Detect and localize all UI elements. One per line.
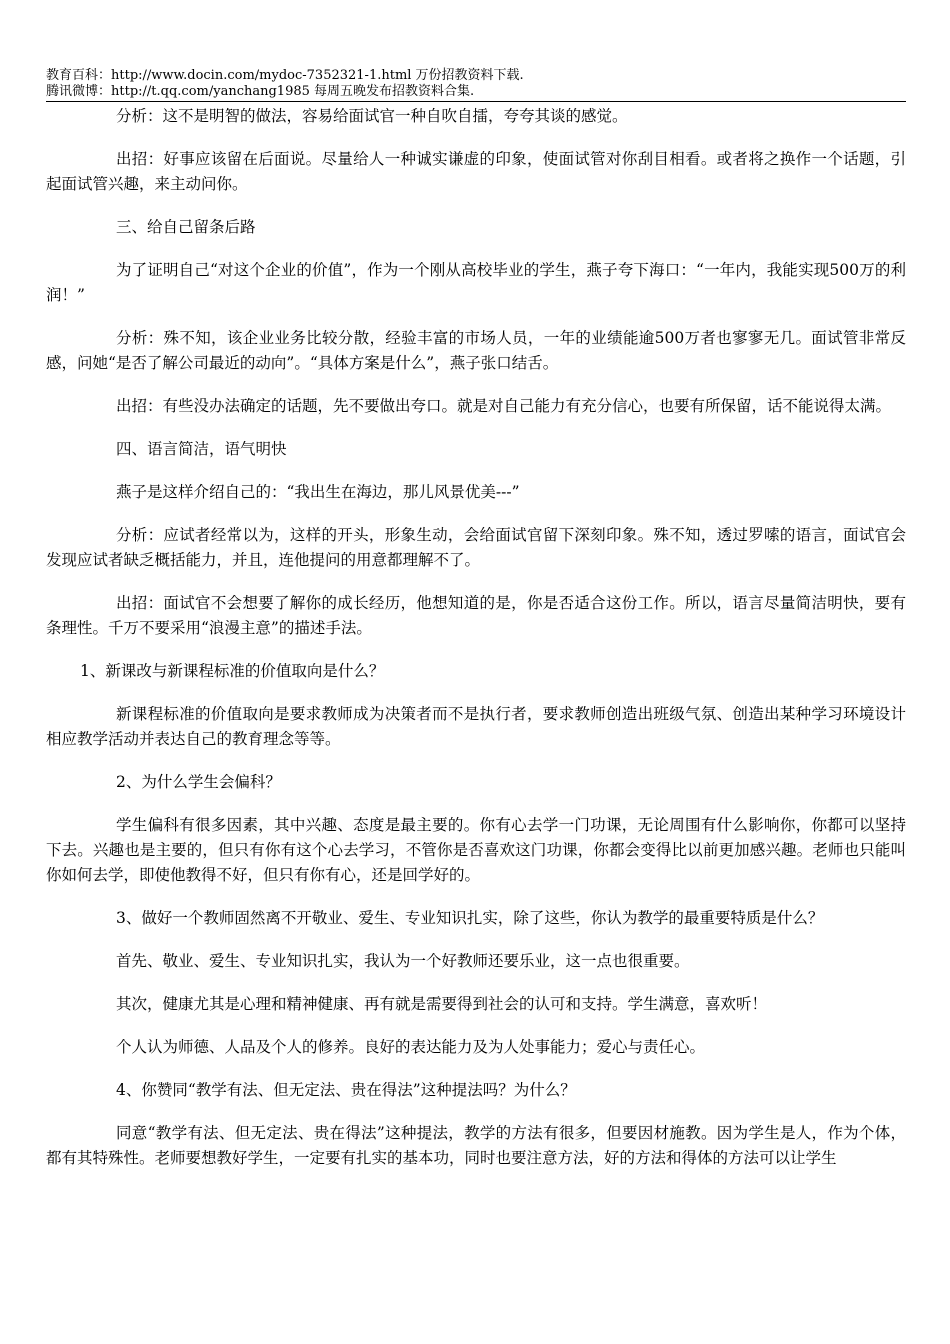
header-line-docin: 教育百科：http://www.docin.com/mydoc-7352321-1.html 万份招教资料下载.	[46, 68, 524, 83]
header-divider	[46, 101, 906, 102]
section-heading: 四、语言简洁，语气明快	[116, 440, 287, 458]
answer-paragraph: 个人认为师德、人品及个人的修养。良好的表达能力及为人处事能力；爱心与责任心。	[116, 1038, 706, 1056]
paragraph: 出招：面试官不会想要了解你的成长经历，他想知道的是，你是否适合这份工作。所以，语言尽量简洁明快，要有条理性。千万不要采用“浪漫主意”的描述手法。	[46, 594, 906, 637]
page-header	[46, 68, 906, 100]
question-heading: 3、做好一个教师固然离不开敬业、爱生、专业知识扎实，除了这些，你认为教学的最重要特质是什么？	[116, 909, 824, 927]
question-heading: 1、新课改与新课程标准的价值取向是什么？	[80, 662, 385, 680]
question-heading: 2、为什么学生会偏科？	[116, 773, 281, 791]
question-heading: 4、你赞同“教学有法、但无定法、贵在得法”这种提法吗？为什么？	[116, 1081, 576, 1099]
paragraph: 分析：应试者经常以为，这样的开头，形象生动，会给面试官留下深刻印象。殊不知，透过罗嗦的语言，面试官会发现应试者缺乏概括能力，并且，连他提问的用意都理解不了。	[46, 526, 906, 569]
answer-paragraph: 学生偏科有很多因素，其中兴趣、态度是最主要的。你有心去学一门功课，无论周围有什么影响你，你都可以坚持下去。兴趣也是主要的，但只有你有这个心去学习，不管你是否喜欢这门功课，你都会变得比以前更加感兴趣。老师也只能叫你如何去学，即使他教得不好，但只有你有心，还是回学好的。	[46, 816, 906, 884]
answer-paragraph: 新课程标准的价值取向是要求教师成为决策者而不是执行者，要求教师创造出班级气氛、创造出某种学习环境设计相应教学活动并表达自己的教育理念等等。	[46, 705, 906, 748]
document-body	[46, 104, 906, 1189]
paragraph: 出招：有些没办法确定的话题，先不要做出夸口。就是对自己能力有充分信心，也要有所保留，话不能说得太满。	[116, 397, 892, 415]
paragraph: 分析：这不是明智的做法，容易给面试官一种自吹自擂，夸夸其谈的感觉。	[116, 107, 628, 125]
section-heading: 三、给自己留条后路	[116, 218, 256, 236]
paragraph: 燕子是这样介绍自己的：“我出生在海边，那儿风景优美---”	[116, 483, 520, 501]
answer-paragraph: 同意“教学有法、但无定法、贵在得法”这种提法，教学的方法有很多，但要因材施教。因为学生是人，作为个体，都有其特殊性。老师要想教好学生，一定要有扎实的基本功，同时也要注意方法，好的方法和得体的方法可以让学生	[46, 1124, 906, 1167]
paragraph: 分析：殊不知，该企业业务比较分散，经验丰富的市场人员，一年的业绩能逾500万者也寥寥无几。面试管非常反感，问她“是否了解公司最近的动向”。“具体方案是什么”，燕子张口结舌。	[46, 329, 906, 372]
header-line-weibo: 腾讯微博：http://t.qq.com/yanchang1985 每周五晚发布招教资料合集.	[46, 84, 475, 99]
paragraph: 出招：好事应该留在后面说。尽量给人一种诚实谦虚的印象，使面试管对你刮目相看。或者将之换作一个话题，引起面试管兴趣，来主动问你。	[46, 150, 906, 193]
answer-paragraph: 其次，健康尤其是心理和精神健康、再有就是需要得到社会的认可和支持。学生满意，喜欢听！	[116, 995, 768, 1013]
answer-paragraph: 首先、敬业、爱生、专业知识扎实，我认为一个好教师还要乐业，这一点也很重要。	[116, 952, 690, 970]
paragraph: 为了证明自己“对这个企业的价值”，作为一个刚从高校毕业的学生，燕子夸下海口：“一年内，我能实现500万的利润！”	[46, 261, 906, 304]
